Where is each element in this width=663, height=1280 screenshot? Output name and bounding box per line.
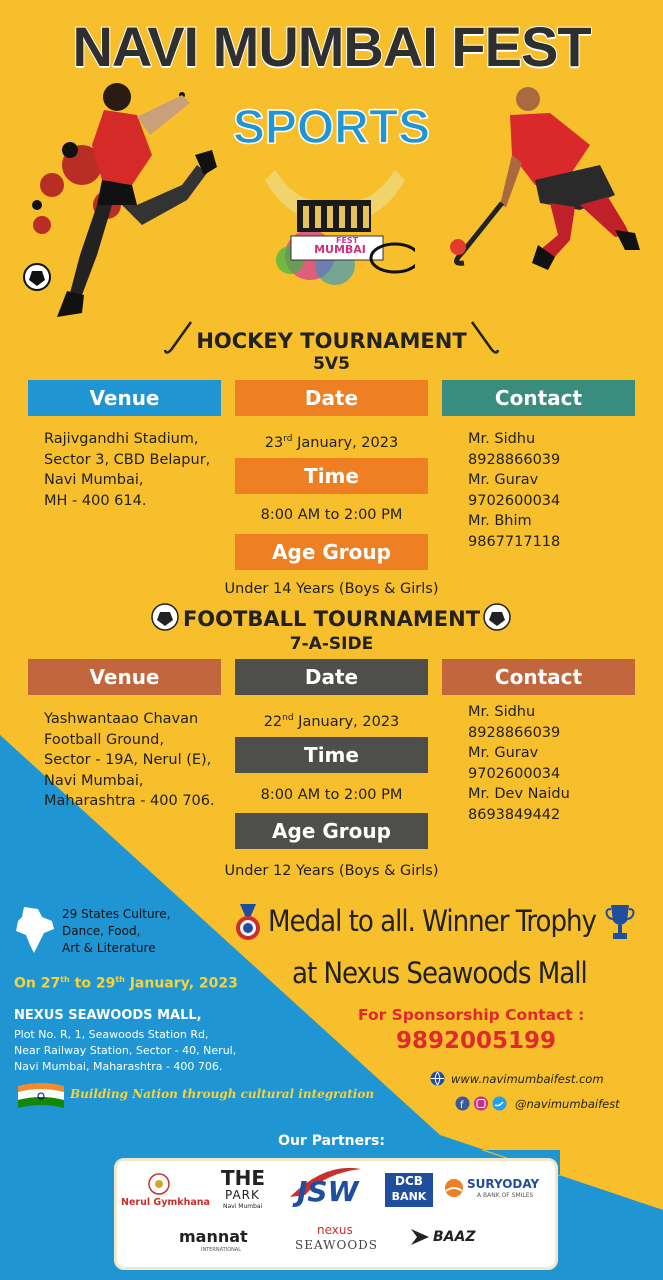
fest-logo xyxy=(255,160,415,285)
partner-park: PARK xyxy=(225,1188,260,1202)
football-player-illustration xyxy=(12,55,227,340)
partner-baaz: BAAZ xyxy=(433,1229,476,1245)
football-title: FOOTBALL TOURNAMENT xyxy=(182,607,481,631)
page-subtitle: SPORTS xyxy=(232,101,431,154)
culture-text: 29 States Culture, Dance, Food, Art & Literature xyxy=(62,907,171,955)
football-time-header: Time xyxy=(235,737,428,773)
hockey-date-header: Date xyxy=(235,380,428,416)
football-age: Under 12 Years (Boys & Girls) xyxy=(224,863,439,879)
football-contact-header: Contact xyxy=(442,659,635,695)
partners-box xyxy=(114,1158,558,1270)
partner-nexus-seawoods: SEAWOODS xyxy=(295,1238,379,1252)
logo-main-text: MUMBAI xyxy=(314,243,366,256)
baaz-wing-icon xyxy=(409,1227,431,1247)
football-date: 22nd January, 2023 xyxy=(263,713,400,730)
partner-suryoday: SURYODAY xyxy=(467,1177,540,1191)
hockey-age-header: Age Group xyxy=(235,534,428,570)
partner-jsw: JSW xyxy=(297,1175,359,1208)
partner-dcb: DCB xyxy=(395,1174,423,1188)
social-icons xyxy=(455,1096,511,1111)
nerul-gymkhana-logo xyxy=(147,1173,171,1195)
partner-park-sub: Navi Mumbai xyxy=(223,1203,263,1210)
partner-nerul: Nerul Gymkhana xyxy=(121,1197,210,1208)
india-map-icon xyxy=(12,905,57,955)
prize-line-1: Medal to all. Winner Trophy xyxy=(268,904,596,938)
partner-nexus: nexus xyxy=(317,1223,353,1237)
page-title: NAVI MUMBAI FEST xyxy=(72,15,591,78)
football-venue: Yashwantaao Chavan Football Ground, Sector - 19A, Nerul (E), Navi Mumbai, Maharashtra - 400 706. xyxy=(44,711,215,809)
hockey-time: 8:00 AM to 2:00 PM xyxy=(260,507,403,523)
logo-top-text: FEST xyxy=(336,236,359,245)
hockey-title: HOCKEY TOURNAMENT xyxy=(196,329,467,353)
partner-park-the: THE xyxy=(221,1166,266,1190)
tagline: Building Nation through cultural integration xyxy=(70,1087,375,1101)
hockey-venue-header: Venue xyxy=(28,380,221,416)
suryoday-sun-icon xyxy=(443,1177,465,1199)
website-link[interactable]: www.navimumbaifest.com xyxy=(451,1072,604,1086)
hockey-age: Under 14 Years (Boys & Girls) xyxy=(224,581,439,597)
globe-icon xyxy=(430,1071,445,1086)
partner-dcb-bank: BANK xyxy=(391,1190,427,1203)
social-handle[interactable]: @navimumbaifest xyxy=(515,1097,620,1111)
football-date-header: Date xyxy=(235,659,428,695)
hockey-contact-header: Contact xyxy=(442,380,635,416)
partner-mannat: mannat xyxy=(179,1227,248,1246)
flag-icon xyxy=(16,1082,66,1112)
hockey-format: 5V5 xyxy=(313,354,350,374)
medal-icon xyxy=(234,904,262,942)
svg-text:f: f xyxy=(460,1100,464,1111)
sponsorship-phone[interactable]: 9892005199 xyxy=(396,1028,557,1054)
football-age-header: Age Group xyxy=(235,813,428,849)
fest-venue-name: NEXUS SEAWOODS MALL, xyxy=(14,1008,202,1023)
football-time: 8:00 AM to 2:00 PM xyxy=(260,787,403,803)
hockey-date: 23rd January, 2023 xyxy=(264,434,399,451)
hockey-venue: Rajivgandhi Stadium, Sector 3, CBD Belapur, Navi Mumbai, MH - 400 614. xyxy=(44,431,211,509)
fest-address: Plot No. R, 1, Seawoods Station Rd, Near Railway Station, Sector - 40, Nerul, Navi Mumbai, Maharashtra - 400 706. xyxy=(14,1028,237,1073)
trophy-icon xyxy=(605,903,635,943)
football-format: 7-A-SIDE xyxy=(289,634,374,654)
partner-mannat-sub: INTERNATIONAL xyxy=(201,1247,242,1253)
prize-line-2: at Nexus Seawoods Mall xyxy=(292,956,587,990)
hockey-player-illustration xyxy=(440,85,650,285)
partner-suryoday-sub: A BANK OF SMILES xyxy=(477,1192,534,1199)
hockey-contacts: Mr. Sidhu 8928866039 Mr. Gurav 9702600034 Mr. Bhim 9867717118 xyxy=(468,431,561,550)
football-contacts: Mr. Sidhu 8928866039 Mr. Gurav 9702600034 Mr. Dev Naidu 8693849442 xyxy=(468,704,570,823)
fest-dates: On 27th to 29th January, 2023 xyxy=(14,975,238,992)
hockey-time-header: Time xyxy=(235,458,428,494)
football-venue-header: Venue xyxy=(28,659,221,695)
partners-heading: Our Partners: xyxy=(278,1133,385,1149)
sponsorship-label: For Sponsorship Contact : xyxy=(358,1006,585,1024)
